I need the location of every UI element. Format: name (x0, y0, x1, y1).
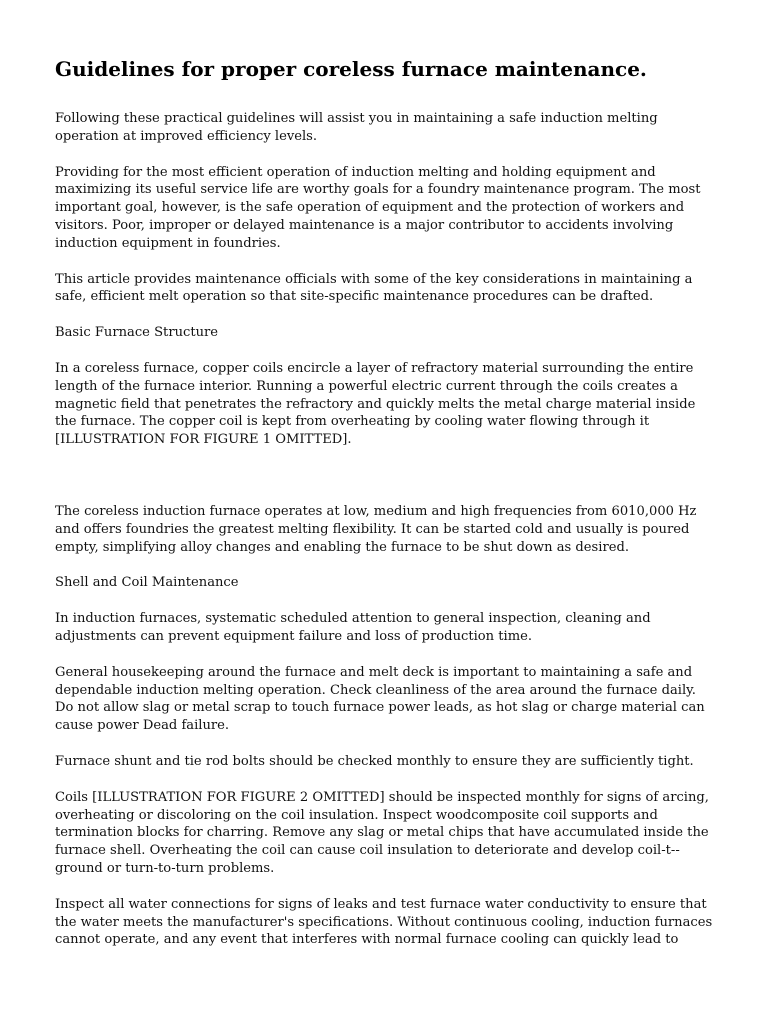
paragraph-scheduled-attention: In induction furnaces, systematic scheduled attention to general inspection, cleaning and adjustments can prevent equipment failure and loss of production time. (55, 611, 651, 644)
paragraph-coil-inspection: Coils [ILLUSTRATION FOR FIGURE 2 OMITTED] should be inspected monthly for signs of arcing, overheating or discoloring on the coil insulation. Inspect woodcomposite coil supports and termination blocks for charring. Remove any slag or metal chips that have accumulated inside the furnace shell. Overheating the coil can cause coil insulation to deteriorate and develop coil-t--ground or turn-to-turn problems. (55, 789, 709, 876)
paragraph-shunt-bolts: Furnace shunt and tie rod bolts should be checked monthly to ensure they are sufficiently tight. (55, 753, 694, 769)
paragraph-article-purpose: This article provides maintenance officials with some of the key considerations in maintaining a safe, efficient melt operation so that site-specific maintenance procedures can be drafted. (55, 271, 693, 305)
paragraph-maintenance-goals: Providing for the most efficient operation of induction melting and holding equipment and maximizing its useful service life are worthy goals for a foundry maintenance program. The most important goal, however, is the safe operation of equipment and the protection of workers and visitors. Poor, improper or delayed maintenance is a major contributor to accidents involving induction equipment in foundries. (55, 164, 701, 251)
paragraph-housekeeping: General housekeeping around the furnace and melt deck is important to maintaining a safe and dependable induction melting operation. Check cleanliness of the area around the furnace daily. Do not allow slag or metal scrap to touch furnace power leads, as hot slag or charge material can cause power Dead failure. (55, 664, 705, 734)
intro-paragraph: Following these practical guidelines will assist you in maintaining a safe induction melting operation at improved efficiency levels. (55, 111, 658, 144)
paragraph-water-connections: Inspect all water connections for signs of leaks and test furnace water conductivity to ensure that the water meets the manufacturer's specifications. Without continuous cooling, induction furnaces cannot operate, and any event that interferes with normal furnace cooling can quickly lead to (55, 896, 713, 948)
section-heading-furnace-structure: Basic Furnace Structure (55, 325, 219, 341)
paragraph-frequency: The coreless induction furnace operates at low, medium and high frequencies from 6010,000 Hz and offers foundries the greatest melting flexibility. It can be started cold and usually is poured empty, simplifying alloy changes and enabling the furnace to be shut down as desired. (55, 503, 697, 555)
paragraph-furnace-structure: In a coreless furnace, copper coils encircle a layer of refractory material surrounding the entire length of the furnace interior. Running a powerful electric current through the coils creates a magnetic field that penetrates the refractory and quickly melts the metal charge material inside the furnace. The copper coil is kept from overheating by cooling water flowing through it [ILLUSTRATION FOR FIGURE 1 OMITTED]. (55, 360, 696, 448)
section-heading-shell-coil: Shell and Coil Maintenance (55, 575, 239, 591)
document-title: Guidelines for proper coreless furnace maintenance. (55, 57, 647, 81)
document-page (55, 56, 715, 967)
figure-gap (55, 467, 715, 503)
